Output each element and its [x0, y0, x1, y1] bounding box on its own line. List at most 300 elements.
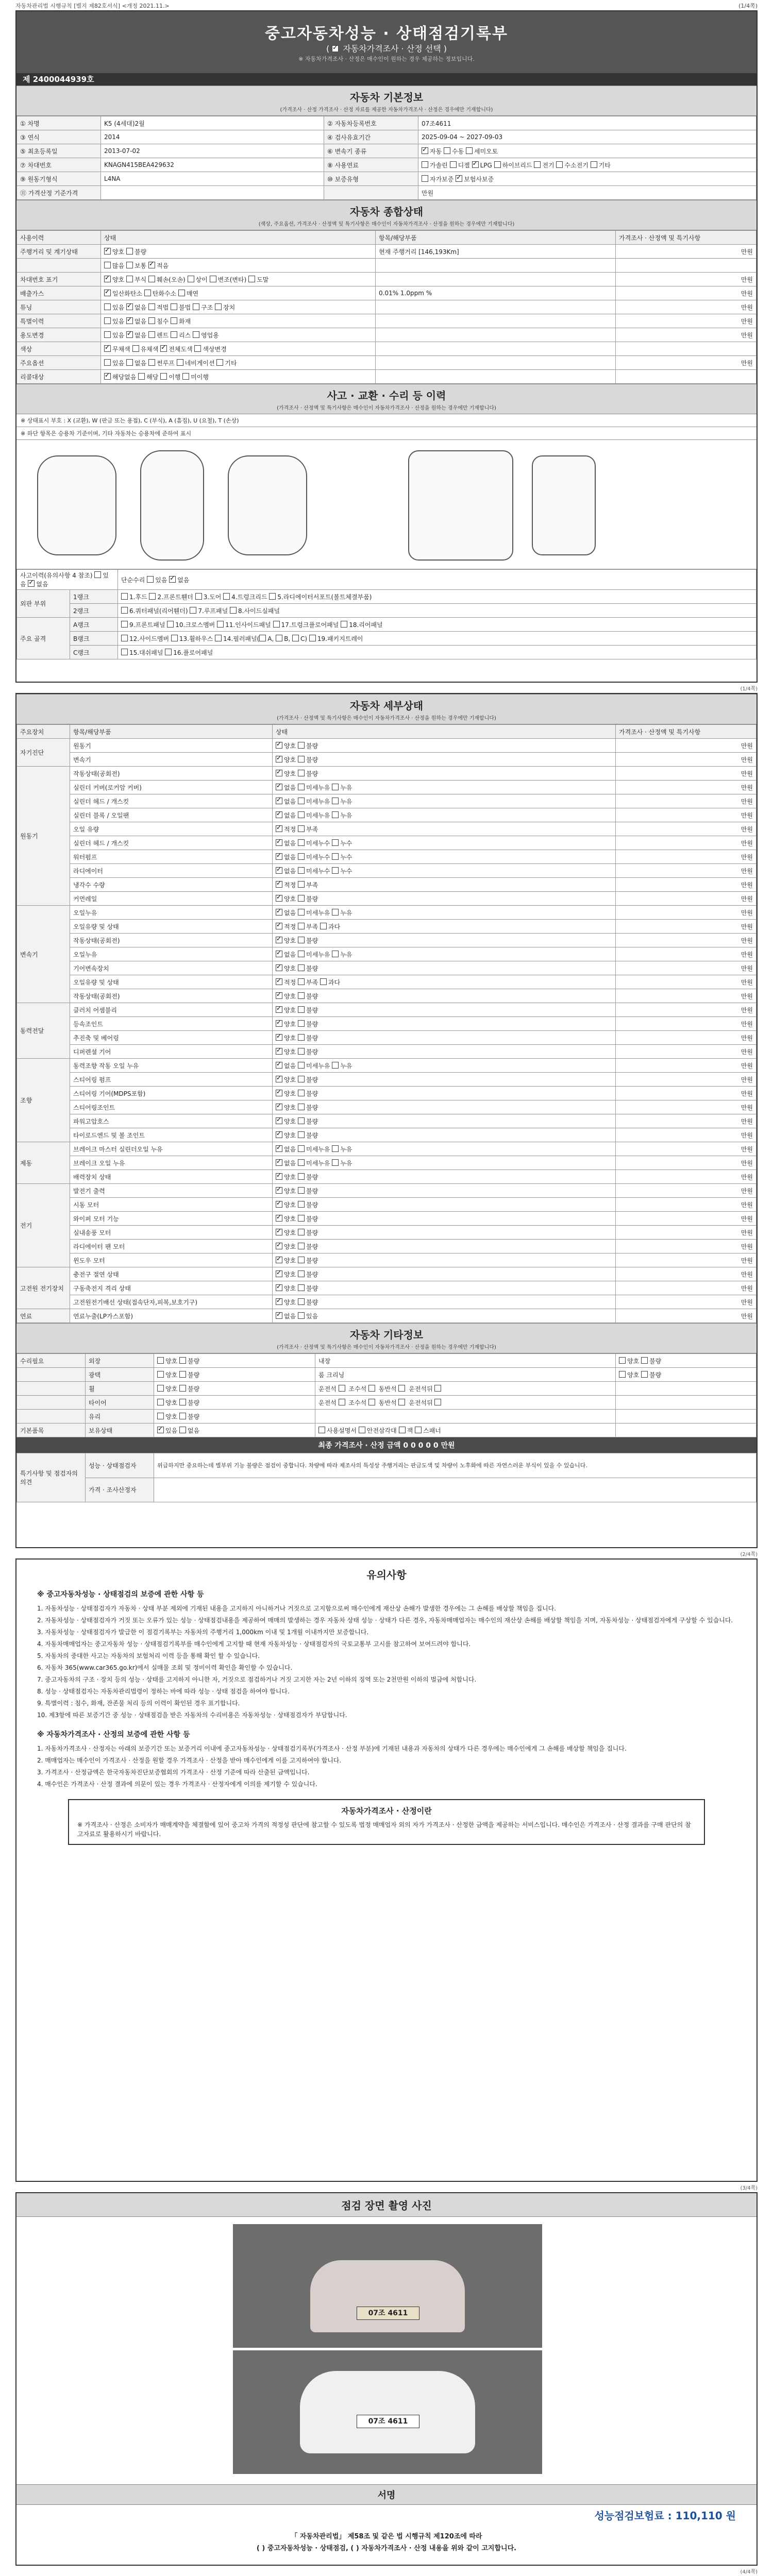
checkbox-unchecked [132, 345, 139, 352]
other-status: ✓ 있음 없음 [154, 1423, 315, 1437]
checkbox-unchecked [167, 621, 174, 628]
detail-status: ✓ 양호 불량 [273, 1087, 616, 1100]
checkbox-unchecked [121, 607, 128, 614]
document-header [16, 11, 757, 73]
detail-item: 라디에이터 팬 모터 [70, 1240, 273, 1253]
checkbox-unchecked [171, 303, 177, 310]
checkbox-unchecked [450, 161, 457, 168]
detail-price: 만원 [616, 906, 757, 920]
checkbox-unchecked [223, 593, 230, 600]
checkbox-unchecked [332, 951, 339, 957]
detail-group: 전기 [17, 1184, 70, 1267]
detail-col-item: 항목/해당부품 [70, 725, 273, 739]
checkbox-checked [160, 345, 167, 352]
checkbox-unchecked [104, 317, 111, 324]
col-status: 상태 [101, 231, 376, 245]
overall-label: 차대번호 표기 [17, 273, 101, 286]
checkbox-checked [104, 345, 111, 352]
checkbox-unchecked [298, 951, 305, 957]
car-front-shape [310, 2260, 465, 2332]
basic-value: 만원 [418, 186, 757, 200]
checkbox-unchecked [210, 276, 216, 282]
detail-row [17, 1156, 757, 1170]
notice-head-1: ※ 중고자동차성능 · 상태점검의 보증에 관한 사항 등 [37, 1590, 204, 1599]
checkbox-unchecked [179, 1427, 186, 1433]
checkbox-checked [104, 248, 111, 255]
detail-item: 실내송풍 모터 [70, 1226, 273, 1240]
notice-paragraph: 3. 가격조사 · 산정금액은 한국자동차진단보증협회의 가격조사 · 산정 기준에 따라 산출된 금액입니다. [37, 1769, 310, 1776]
overall-status: ✓ 양호 부식 훼손(오손) 상이 변조(변타) 도말 [101, 273, 376, 286]
detail-row [17, 1226, 757, 1240]
basic-value: 2013-07-02 [101, 144, 324, 158]
detail-item: 냉각수 수량 [70, 878, 273, 892]
detail-price: 만원 [616, 808, 757, 822]
detail-group: 자기진단 [17, 739, 70, 767]
detail-price: 만원 [616, 1309, 757, 1323]
basic-value: 2014 [101, 130, 324, 144]
notice-paragraph: 1. 자동차가격조사 · 산정자는 아래의 보증기간 또는 보증거리 이내에 중고자동차성능 · 상태점검기록부(가격조사 · 산정 부분)에 기재된 내용과 자동차의 상태가 다른 경우에는 매수인에게 그 손해를 배상할 책임을 집니다. [37, 1745, 627, 1752]
checkbox-unchecked [298, 853, 305, 860]
checkbox-unchecked [157, 1413, 164, 1419]
other-group: 기본품목 [17, 1423, 86, 1437]
detail-row [17, 1100, 757, 1114]
basic-label: ⑧ 사용연료 [324, 158, 418, 172]
detail-price: 만원 [616, 947, 757, 961]
detail-item: 시동 모터 [70, 1198, 273, 1212]
checkbox-unchecked [298, 1048, 305, 1055]
checkbox-unchecked [298, 1159, 305, 1166]
detail-price: 만원 [616, 753, 757, 767]
notice-paragraph: 6. 자동차 365(www.car365.go.kr)에서 실매물 조회 및 정비이력 확인을 확인할 수 있습니다. [37, 1664, 293, 1671]
checkbox-unchecked [298, 1062, 305, 1069]
checkbox-unchecked [126, 262, 133, 268]
checkbox-unchecked [171, 635, 178, 641]
checkbox-unchecked [276, 635, 282, 641]
detail-item: 와이퍼 모터 기능 [70, 1212, 273, 1226]
checkbox-checked [28, 580, 35, 587]
appraiser-text [154, 1478, 757, 1502]
detail-status: ✓ 없음 미세누유 누유 [273, 1142, 616, 1156]
checkbox-unchecked [298, 867, 305, 874]
accident-rank-row [17, 604, 757, 618]
special-label: 특기사항 및 점검자의 의견 [17, 1453, 86, 1502]
checkbox-unchecked [165, 649, 172, 655]
checkbox-checked [276, 1020, 282, 1027]
basic-value: KNAGN415BEA429632 [101, 158, 324, 172]
detail-price: 만원 [616, 1253, 757, 1267]
page-4-number: (4/4쪽) [740, 2569, 758, 2575]
detail-status: ✓ 양호 불량 [273, 1170, 616, 1184]
accident-legend: ※ 상태표시 부호 : X (교환), W (판금 또는 용접), C (부식), A (흠집), U (요철), T (손상) [16, 414, 757, 427]
detail-status: ✓ 양호 불량 [273, 753, 616, 767]
detail-row [17, 920, 757, 934]
detail-price: 만원 [616, 1170, 757, 1184]
overall-status-table [16, 230, 757, 384]
page-1 [15, 10, 758, 683]
checkbox-unchecked [332, 839, 339, 846]
checkbox-unchecked [422, 161, 428, 168]
basic-info-row [17, 172, 757, 186]
detail-row [17, 808, 757, 822]
checkbox-unchecked [341, 621, 347, 628]
checkbox-unchecked [298, 1117, 305, 1124]
page-4 [15, 2192, 758, 2566]
basic-label: ② 자동차등록번호 [324, 116, 418, 130]
other-item: 휠 [86, 1382, 154, 1396]
detail-price: 만원 [616, 864, 757, 878]
detail-price: 만원 [616, 1240, 757, 1253]
detail-row [17, 836, 757, 850]
basic-label: ⑪ 가격산정 기준가격 [17, 186, 101, 200]
checkbox-checked [276, 1034, 282, 1041]
checkbox-unchecked [179, 1371, 186, 1378]
overall-status: 있음 ✓없음 침수 화재 [101, 314, 376, 328]
checkbox-unchecked [298, 881, 305, 888]
checkbox-unchecked [193, 331, 199, 338]
detail-item: 윈도우 모터 [70, 1253, 273, 1267]
overall-item [376, 328, 616, 342]
overall-label: 색상 [17, 342, 101, 356]
detail-row [17, 1309, 757, 1323]
detail-row [17, 1073, 757, 1087]
detail-item: 스티어링조인트 [70, 1100, 273, 1114]
checkbox-unchecked [298, 825, 305, 832]
checkbox-unchecked [298, 811, 305, 818]
basic-value: 2025-09-04 ~ 2027-09-03 [418, 130, 757, 144]
checkbox-unchecked [177, 359, 183, 366]
overall-item [376, 314, 616, 328]
col-item: 항목/해당부품 [376, 231, 616, 245]
detail-item: 배력장치 상태 [70, 1170, 273, 1184]
overall-item [376, 300, 616, 314]
checkbox-unchecked [494, 161, 501, 168]
photo-rear [233, 2350, 542, 2474]
detail-price: 만원 [616, 794, 757, 808]
checkbox-unchecked [157, 1399, 164, 1405]
basic-value: K5 (4세대)2월 [101, 116, 324, 130]
checkbox-unchecked [332, 853, 339, 860]
other-item: 유리 [86, 1410, 154, 1423]
checkbox-unchecked [248, 276, 255, 282]
detail-price: 만원 [616, 1281, 757, 1295]
detail-status: ✓ 양호 불량 [273, 1045, 616, 1059]
detail-status: ✓ 없음 미세누수 누수 [273, 836, 616, 850]
checkbox-unchecked [126, 359, 133, 366]
document-title: 중고자동차성능 · 상태점검기록부 [264, 25, 508, 43]
detail-row [17, 1267, 757, 1281]
detail-row [17, 1240, 757, 1253]
detail-status: ✓ 양호 불량 [273, 1100, 616, 1114]
car-underbody-diagram [532, 455, 596, 555]
basic-info-row [17, 186, 757, 200]
detail-item: 구동축전지 격리 상태 [70, 1281, 273, 1295]
accident-sub: (가격조사 · 산정액 및 특기사항은 매수인이 자동차가격조사 · 산정을 원하는 경우에만 기재합니다) [16, 403, 757, 414]
checkbox-checked [276, 1284, 282, 1291]
detail-row [17, 892, 757, 906]
checkbox-checked [276, 937, 282, 943]
detail-group: 원동기 [17, 767, 70, 906]
detail-item: 발전기 출력 [70, 1184, 273, 1198]
checkbox-unchecked [190, 607, 196, 614]
checkbox-checked [276, 1076, 282, 1082]
overall-status: ✓ 해당없음 해당 이행 미이행 [101, 370, 376, 384]
accident-rank-row [17, 646, 757, 659]
detail-item: 실린더 헤드 / 개스킷 [70, 836, 273, 850]
checkbox-unchecked [359, 1427, 365, 1433]
checkbox-checked [276, 1006, 282, 1013]
checkbox-checked [472, 161, 479, 168]
col-history: 사용이력 [17, 231, 101, 245]
detail-row [17, 1170, 757, 1184]
other-item: 보유상태 [86, 1423, 154, 1437]
overall-status-row [17, 356, 757, 370]
checkbox-checked [276, 923, 282, 929]
col-price: 가격조사 · 산정액 및 특기사항 [616, 231, 757, 245]
car-frame-diagram [408, 450, 513, 561]
final-price: 최종 가격조사 · 산정 금액 0 0 0 0 0 만원 [16, 1437, 757, 1453]
detail-item: 작동상태(공회전) [70, 934, 273, 947]
form-reference: 자동차관리법 시행규칙 [별지 제82호서식] <개정 2021.11.> [15, 3, 170, 9]
detail-item: 워터펌프 [70, 850, 273, 864]
checkbox-unchecked [298, 839, 305, 846]
other-group [17, 1410, 86, 1423]
checkbox-checked [276, 1298, 282, 1305]
checkbox-unchecked [332, 1062, 339, 1069]
rank-label: C랭크 [70, 646, 118, 659]
checkbox-unchecked [332, 784, 339, 790]
basic-label: ④ 검사유효기간 [324, 130, 418, 144]
checkbox-unchecked [466, 147, 473, 154]
checkbox-unchecked [619, 1371, 626, 1378]
other-info-row [17, 1396, 757, 1410]
basic-value: 07조4611 [418, 116, 757, 130]
checkbox-unchecked [339, 1399, 345, 1405]
detail-row [17, 906, 757, 920]
detail-status: ✓ 양호 불량 [273, 989, 616, 1003]
detail-price: 만원 [616, 920, 757, 934]
detail-status: ✓ 적정 부족 [273, 878, 616, 892]
detail-row [17, 1003, 757, 1017]
detail-status: ✓ 양호 불량 [273, 1073, 616, 1087]
detail-price: 만원 [616, 836, 757, 850]
detail-status: ✓ 없음 미세누유 누유 [273, 906, 616, 920]
overall-item [376, 273, 616, 286]
basic-info-row [17, 130, 757, 144]
checkbox-checked [104, 373, 111, 380]
checkbox-unchecked [104, 331, 111, 338]
checkbox-checked [276, 1104, 282, 1110]
detail-item: 추진축 및 베어링 [70, 1031, 273, 1045]
checkbox-unchecked [178, 290, 185, 296]
appraiser-label: 가격 · 조사산정자 [86, 1478, 154, 1502]
other-info-row [17, 1423, 757, 1437]
overall-price [616, 259, 757, 273]
checkbox-unchecked [641, 1371, 648, 1378]
detail-status: ✓ 양호 불량 [273, 1295, 616, 1309]
checkbox-unchecked [298, 909, 305, 916]
basic-label: ⑦ 차대번호 [17, 158, 101, 172]
other-detail: 내장 [315, 1354, 616, 1368]
detail-price: 만원 [616, 1114, 757, 1128]
overall-price: 만원 [616, 286, 757, 300]
overall-price: 만원 [616, 300, 757, 314]
detail-status: ✓ 없음 미세누유 누유 [273, 1059, 616, 1073]
overall-status-row [17, 273, 757, 286]
overall-status: 많음 보통 ✓적음 [101, 259, 376, 273]
detail-price: 만원 [616, 1198, 757, 1212]
inspector-label: 성능 · 상태점검자 [86, 1453, 154, 1478]
basic-value: L4NA [101, 172, 324, 186]
detail-price: 만원 [616, 1059, 757, 1073]
checkbox-unchecked [298, 784, 305, 790]
rank-label: A랭크 [70, 618, 118, 632]
detail-price: 만원 [616, 1267, 757, 1281]
checkbox-unchecked [171, 331, 177, 338]
detail-status: ✓ 양호 불량 [273, 1240, 616, 1253]
detail-price: 만원 [616, 1128, 757, 1142]
notice-paragraph: 4. 매수인은 가격조사 · 산정 결과에 의문이 있는 경우 가격조사 · 산정자에게 이의를 제기할 수 있습니다. [37, 1781, 317, 1788]
checkbox-unchecked [298, 992, 305, 999]
detail-price: 만원 [616, 781, 757, 794]
checkbox-checked [276, 811, 282, 818]
detail-item: 클러치 어셈블리 [70, 1003, 273, 1017]
overall-status-row [17, 370, 757, 384]
other-item: 광택 [86, 1368, 154, 1382]
basic-info-title: 자동차 기본정보 [16, 86, 757, 105]
checkbox-checked [332, 45, 339, 52]
other-group: 수리필요 [17, 1354, 86, 1368]
detail-item: 작동상태(공회전) [70, 989, 273, 1003]
detail-price: 만원 [616, 1212, 757, 1226]
other-item: 외장 [86, 1354, 154, 1368]
checkbox-checked [276, 770, 282, 776]
car-top-diagram [140, 450, 204, 561]
overall-status-row [17, 286, 757, 300]
overall-status-title: 자동차 종합상태 [16, 200, 757, 219]
detail-status: ✓ 양호 불량 [273, 1031, 616, 1045]
checkbox-checked [276, 1215, 282, 1222]
overall-price [616, 370, 757, 384]
checkbox-unchecked [148, 317, 155, 324]
other-extra [616, 1382, 757, 1396]
checkbox-unchecked [179, 1357, 186, 1364]
detail-col-price: 가격조사 · 산정액 및 특기사항 [616, 725, 757, 739]
detail-row [17, 781, 757, 794]
checkbox-unchecked [434, 1399, 441, 1405]
other-detail: 운전석 조수석 동반석 운전석뒤 [315, 1382, 616, 1396]
basic-label: ⑨ 원동기형식 [17, 172, 101, 186]
detail-status: ✓ 없음 미세누수 누수 [273, 864, 616, 878]
checkbox-checked [456, 175, 462, 182]
special-table [16, 1453, 757, 1502]
frame-label: 주요 골격 [17, 618, 70, 659]
detail-item: 실린더 블록 / 오일팬 [70, 808, 273, 822]
overall-status: ✓ 무채색 유채색 ✓전체도색 색상변경 [101, 342, 376, 356]
checkbox-unchecked [179, 1413, 186, 1419]
detail-status: ✓ 양호 불량 [273, 739, 616, 753]
other-info-row [17, 1410, 757, 1423]
checkbox-unchecked [332, 1145, 339, 1152]
overall-price: 만원 [616, 314, 757, 328]
checkbox-checked [276, 1145, 282, 1152]
checkbox-unchecked [298, 1229, 305, 1235]
detail-status: ✓ 없음 미세누유 누유 [273, 808, 616, 822]
checkbox-checked [126, 303, 133, 310]
other-group [17, 1382, 86, 1396]
checkbox-unchecked [298, 978, 305, 985]
detail-price: 만원 [616, 1156, 757, 1170]
notice-paragraph: 1. 자동차성능 · 상태점검자가 자동차 · 상태 부분 제외에 기재된 내용을 고지하지 아니하거나 거짓으로 고지함으로써 매수인에게 재산상 손해가 발생한 경우에는 그 손해를 배상할 책임을 집니다. [37, 1605, 557, 1612]
checkbox-unchecked [298, 1006, 305, 1013]
checkbox-unchecked [157, 1385, 164, 1392]
checkbox-checked [276, 825, 282, 832]
checkbox-unchecked [126, 248, 133, 255]
overall-label: 주요옵션 [17, 356, 101, 370]
checkbox-unchecked [121, 593, 128, 600]
basic-value [101, 186, 324, 200]
detail-item: 원동기 [70, 739, 273, 753]
detail-status: ✓ 양호 불량 [273, 961, 616, 975]
detail-row [17, 1031, 757, 1045]
other-status: 양호 불량 [154, 1382, 315, 1396]
checkbox-unchecked [149, 593, 156, 600]
detail-row [17, 822, 757, 836]
notice-head-2: ※ 자동차가격조사 · 산정의 보증에 관한 사항 등 [37, 1731, 190, 1739]
accident-rank-row [17, 590, 757, 604]
basic-label [324, 186, 418, 200]
checkbox-unchecked [298, 923, 305, 929]
checkbox-checked [126, 317, 133, 324]
accident-legend-2: ※ 하단 항목은 승용차 기준이며, 기타 자동차는 승용차에 준하여 표시 [16, 427, 757, 440]
other-status: 양호 불량 [154, 1368, 315, 1382]
checkbox-checked [276, 1187, 282, 1194]
checkbox-unchecked [298, 1145, 305, 1152]
checkbox-unchecked [332, 867, 339, 874]
detail-status: ✓ 양호 불량 [273, 1114, 616, 1128]
checkbox-unchecked [121, 649, 128, 655]
detail-row [17, 1128, 757, 1142]
basic-info-table [16, 116, 757, 200]
checkbox-unchecked [298, 1243, 305, 1249]
checkbox-checked [276, 1062, 282, 1069]
overall-status-row [17, 259, 757, 273]
detail-status: ✓ 양호 불량 [273, 1226, 616, 1240]
notice-paragraph: 5. 자동차의 중대한 사고는 자동차의 보험처리 이력 등을 통해 확인 할 수 있습니다. [37, 1652, 260, 1659]
basic-info-row [17, 144, 757, 158]
checkbox-checked [276, 1173, 282, 1180]
appraisal-box-text: ※ 가격조사 · 산정은 소비자가 매매계약을 체결함에 있어 중고차 가격의 적정성 판단에 참고할 수 있도록 법정 매매업자 외의 자가 가격조사 · 산정한 금액을 제공하는 서비스입니다. 매수인은 가격조사 · 산정 결과를 구매 판단의 참고자료로 활용하시기 바랍니다. [77, 1821, 691, 1838]
detail-price: 만원 [616, 1087, 757, 1100]
checkbox-unchecked [269, 593, 276, 600]
checkbox-unchecked [94, 571, 101, 578]
checkbox-unchecked [195, 593, 202, 600]
checkbox-unchecked [318, 1427, 325, 1433]
photos-title: 점검 장면 촬영 사진 [16, 2193, 757, 2217]
checkbox-unchecked [298, 1076, 305, 1082]
detail-price: 만원 [616, 1003, 757, 1017]
detail-status: ✓ 양호 불량 [273, 1212, 616, 1226]
detail-status: ✓ 양호 불량 [273, 1017, 616, 1031]
checkbox-checked [276, 1201, 282, 1208]
basic-label: ⑤ 최초등록일 [17, 144, 101, 158]
checkbox-unchecked [298, 964, 305, 971]
checkbox-checked [169, 576, 176, 583]
checkbox-unchecked [368, 1385, 375, 1392]
checkbox-checked [276, 867, 282, 874]
checkbox-unchecked [148, 331, 155, 338]
checkbox-unchecked [157, 1371, 164, 1378]
checkbox-unchecked [309, 635, 316, 641]
